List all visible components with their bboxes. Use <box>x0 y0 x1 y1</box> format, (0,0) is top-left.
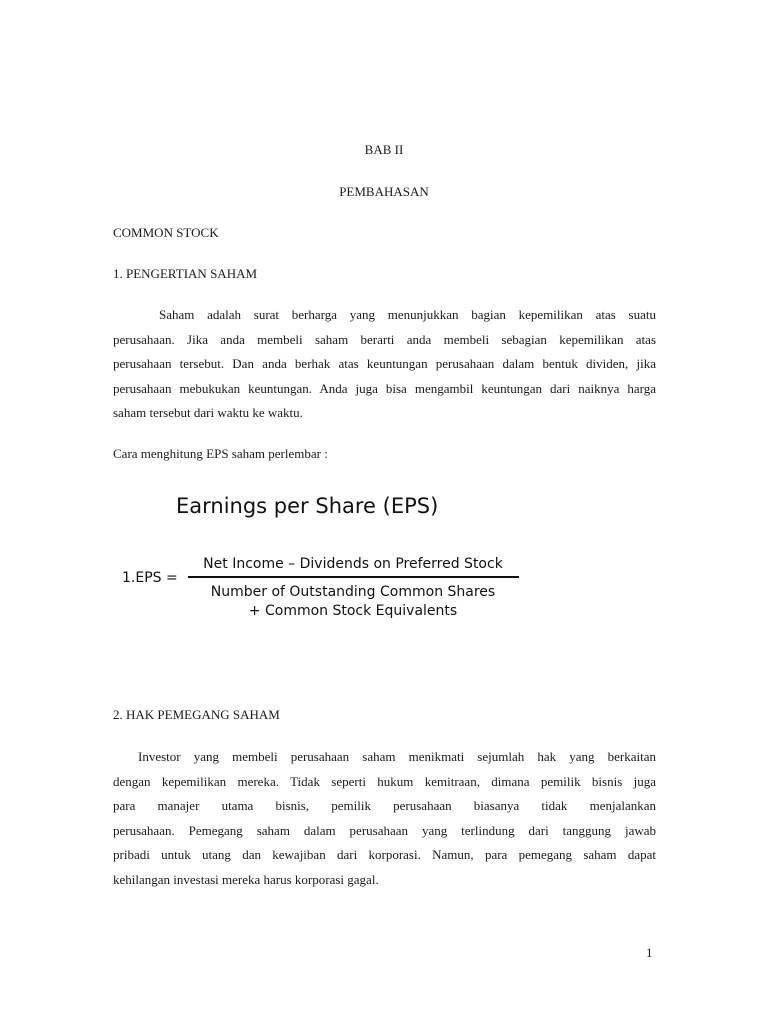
chapter-label: BAB II <box>364 142 404 157</box>
subsection-1-heading: 1. PENGERTIAN SAHAM <box>113 266 258 281</box>
paragraph-line: perusahaan. Jika anda membeli saham berarti anda membeli sebagian kepemilikan atas <box>113 331 656 347</box>
paragraph-line: dengan kepemilikan mereka. Tidak seperti hukum kemitraan, dimana pemilik bisnis juga <box>113 773 656 789</box>
eps-intro: Cara menghitung EPS saham perlembar : <box>113 446 328 461</box>
fraction-bar <box>188 576 519 578</box>
paragraph-line: saham tersebut dari waktu ke waktu. <box>113 405 303 420</box>
eps-formula-numerator: Net Income – Dividends on Preferred Stock <box>203 556 503 572</box>
paragraph-line: perusahaan mebukukan keuntungan. Anda juga bisa mengambil keuntungan dari naiknya harga <box>113 380 656 396</box>
page-number: 1 <box>646 945 653 960</box>
eps-formula-title: Earnings per Share (EPS) <box>176 494 439 518</box>
paragraph-line: perusahaan. Pemegang saham dalam perusahaan yang terlindung dari tanggung jawab <box>113 822 656 838</box>
chapter-title: PEMBAHASAN <box>339 184 429 199</box>
paragraph-line: kehilangan investasi mereka harus korporasi gagal. <box>113 871 379 887</box>
paragraph-line: Investor yang membeli perusahaan saham menikmati sejumlah hak yang berkaitan <box>138 749 656 764</box>
subsection-1-paragraph <box>113 303 656 426</box>
section-title: COMMON STOCK <box>113 225 219 240</box>
paragraph-line: perusahaan tersebut. Dan anda berhak atas keuntungan perusahaan dalam bentuk dividen, jika <box>113 356 656 371</box>
paragraph-line: pribadi untuk utang dan kewajiban dari korporasi. Namun, para pemegang saham dapat <box>113 847 656 862</box>
subsection-2-heading: 2. HAK PEMEGANG SAHAM <box>113 707 280 722</box>
paragraph-line: Saham adalah surat berharga yang menunjukkan bagian kepemilikan atas suatu <box>159 307 656 322</box>
paragraph-line: para manajer utama bisnis, pemilik perusahaan biasanya tidak menjalankan <box>113 798 656 813</box>
eps-formula-denominator-line-1: Number of Outstanding Common Shares <box>210 584 496 600</box>
subsection-2-paragraph <box>113 745 656 892</box>
eps-formula-lhs: 1.EPS = <box>122 570 178 586</box>
eps-formula-denominator-line-2: + Common Stock Equivalents <box>248 603 458 619</box>
